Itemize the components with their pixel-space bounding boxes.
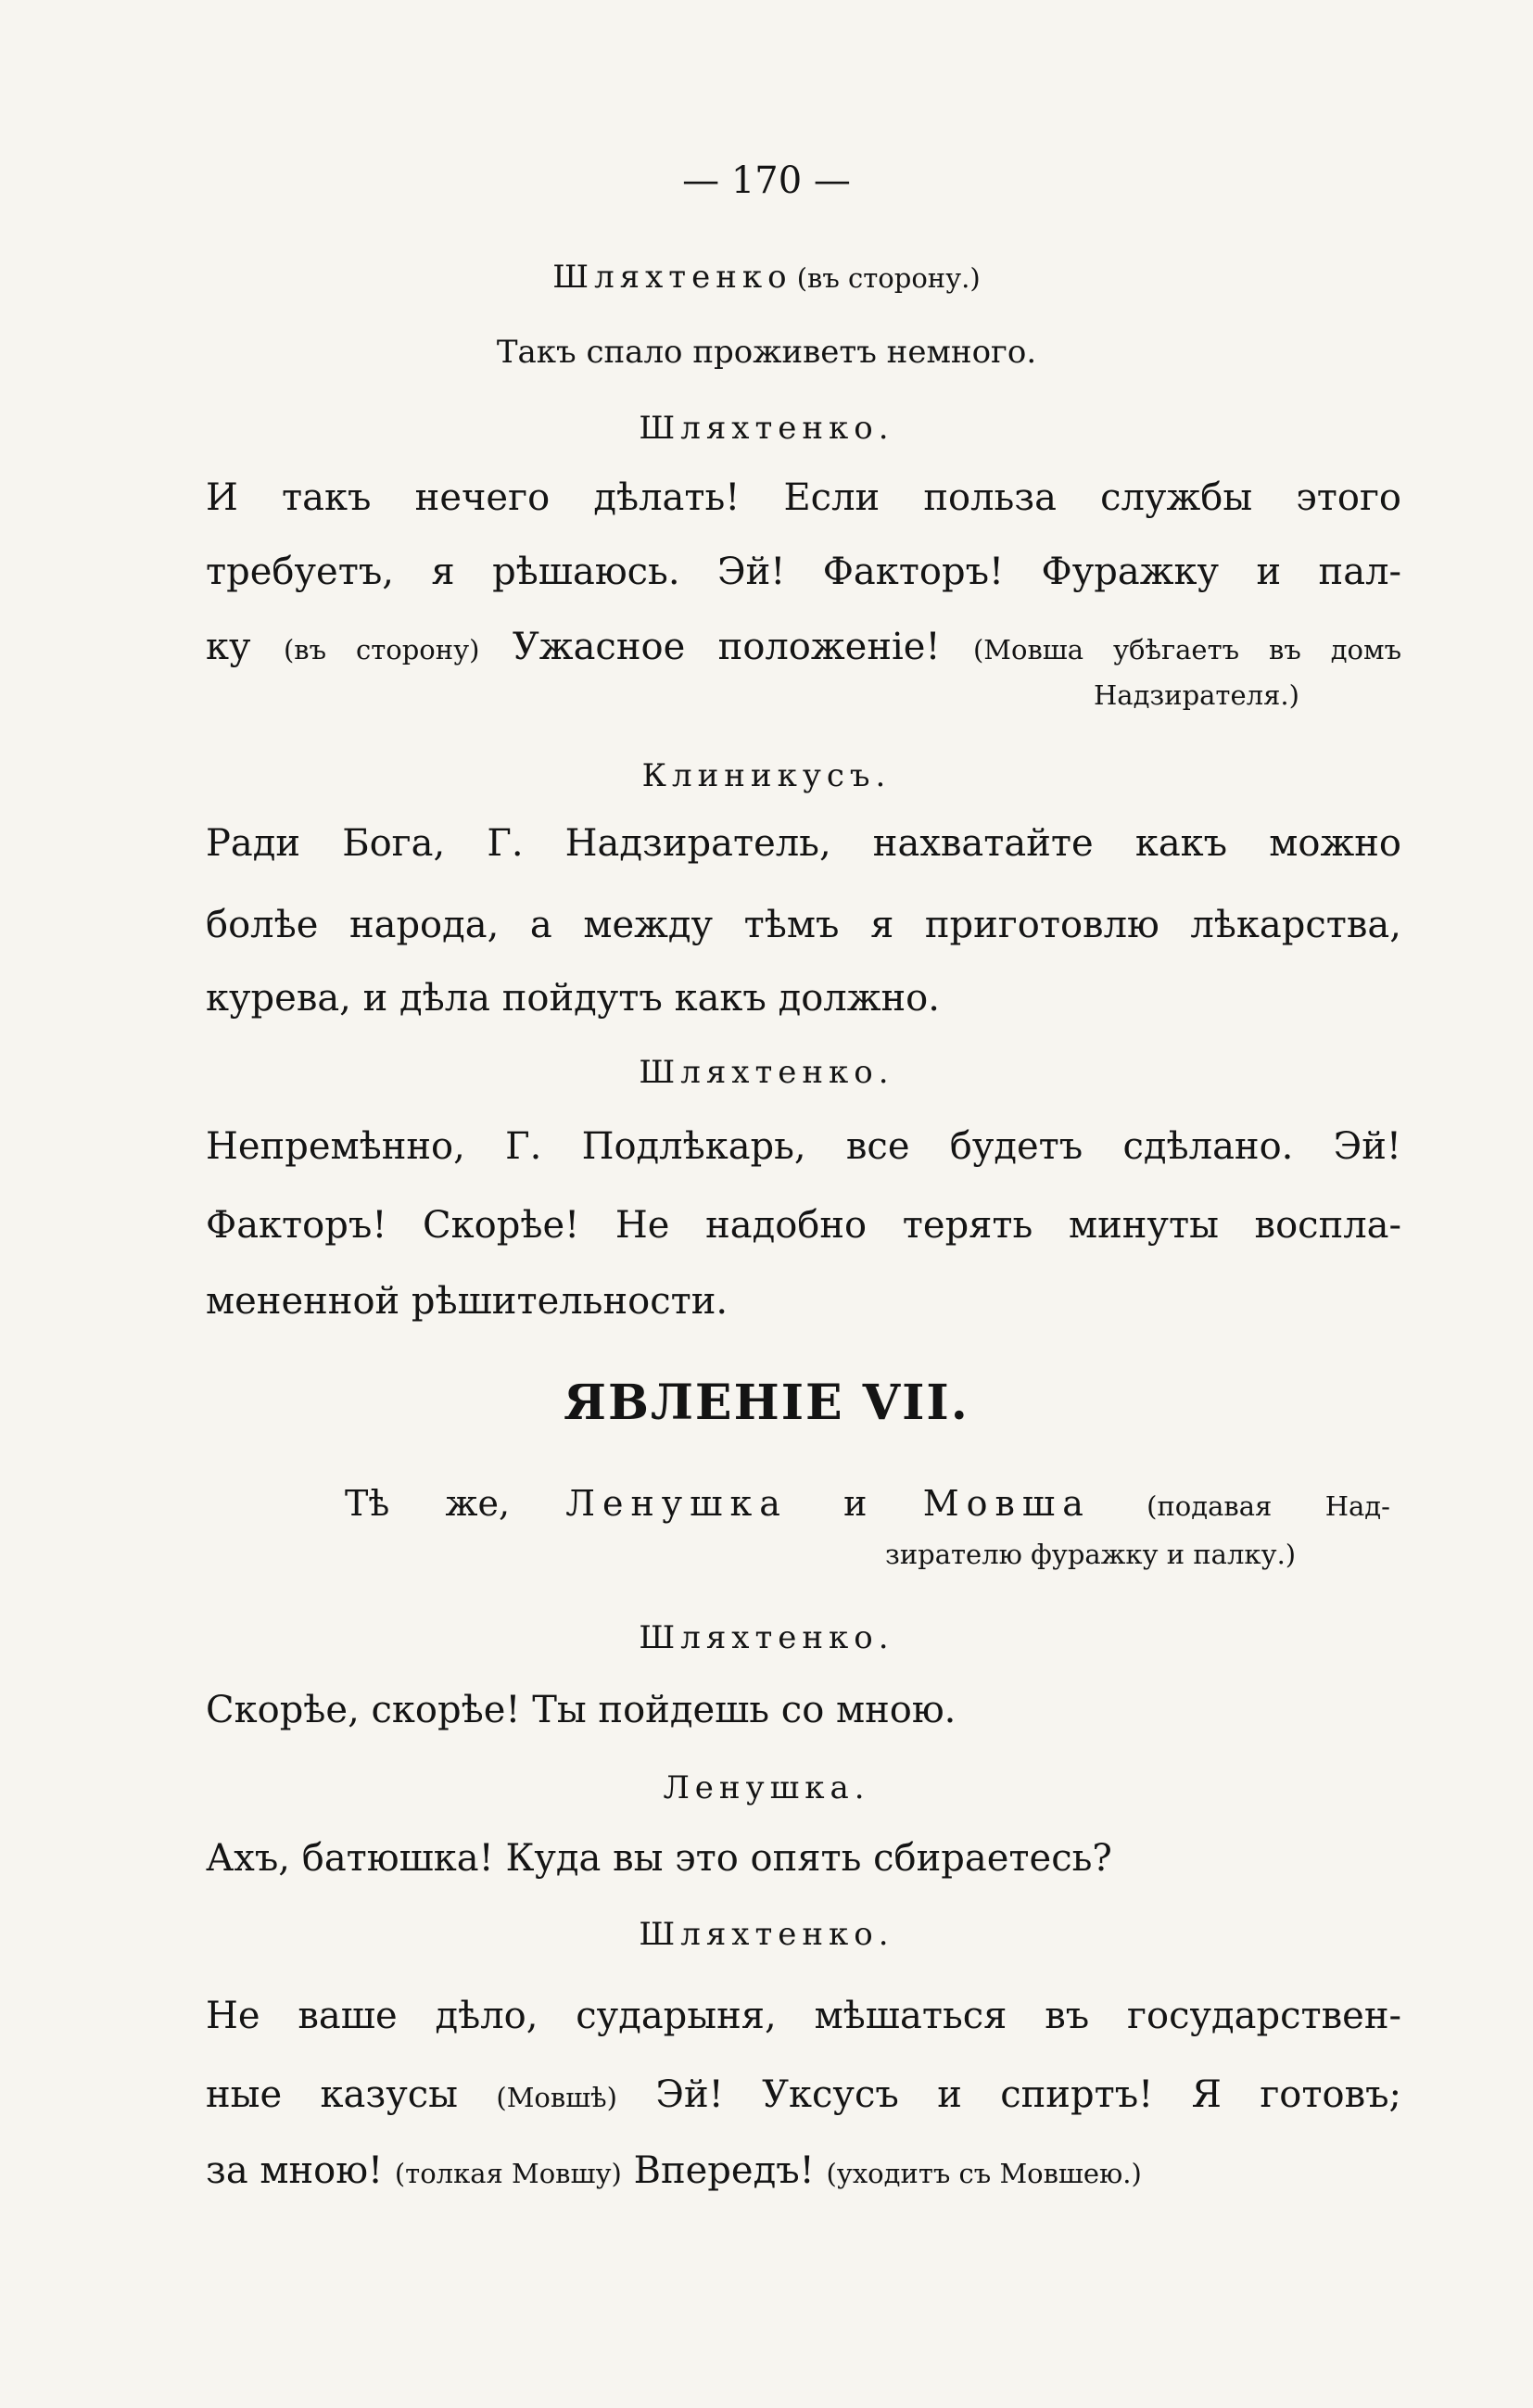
character-name: Мовша (922, 1483, 1091, 1524)
speaker-line (0, 259, 1533, 296)
dialogue-line-mixed (206, 626, 1402, 668)
stage-direction: зирателю фуражку и палку.) (885, 1539, 1297, 1570)
dialogue-line: Непремѣнно, Г. Подлѣкарь, все будетъ сдѣлано. Эй! (206, 1125, 1401, 1168)
stage-direction: (подавая Над- (1147, 1490, 1390, 1522)
dialogue-line-mixed (206, 2149, 1401, 2192)
dialogue-text: за мною! (206, 2149, 384, 2192)
dialogue-text: ные казусы (206, 2073, 458, 2116)
dialogue-line: требуетъ, я рѣшаюсь. Эй! Факторъ! Фуражку и пал- (206, 551, 1401, 593)
cast-line (345, 1483, 1390, 1524)
cast-text: Тѣ же, (345, 1483, 511, 1524)
speaker-name: Шляхтенко. (639, 1916, 894, 1953)
page-number: — 170 — (682, 159, 851, 202)
dialogue-text: Ужасное положеніе! (512, 626, 941, 668)
dialogue-line: Скорѣе, скорѣе! Ты пойдешь со мною. (206, 1689, 957, 1731)
stage-direction: (Мовшѣ) (496, 2082, 617, 2113)
character-name: Ленушка (565, 1483, 788, 1524)
stage-direction: (въ сторону.) (796, 262, 981, 294)
stage-direction: (Мовша убѣгаетъ въ домъ (972, 634, 1402, 665)
dialogue-line-mixed (206, 2073, 1402, 2116)
speaker-name: Ленушка. (663, 1769, 870, 1806)
stage-direction: (толкая Мовшу) (394, 2158, 622, 2189)
dialogue-text: ку (206, 626, 251, 668)
speaker-name: Шляхтенко (552, 259, 792, 296)
stage-direction: Надзирателя.) (1094, 679, 1299, 711)
scene-heading: ЯВЛЕНІЕ VII. (564, 1375, 969, 1431)
dialogue-line: Не ваше дѣло, сударыня, мѣшаться въ государствен- (206, 1995, 1401, 2037)
speaker-name: Шляхтенко. (639, 1054, 894, 1091)
speaker-name: Шляхтенко. (639, 410, 894, 447)
dialogue-line: И такъ нечего дѣлать! Если польза службы этого (206, 476, 1401, 519)
dialogue-line: болѣе народа, а между тѣмъ я приготовлю лѣкарства, (206, 904, 1401, 946)
dialogue-line: Ахъ, батюшка! Куда вы это опять сбираетесь? (206, 1837, 1112, 1880)
speaker-name: Шляхтенко. (639, 1619, 894, 1656)
dialogue-line: Факторъ! Скорѣе! Не надобно терять минуты воспла- (206, 1204, 1401, 1247)
speaker-name: Клиникусъ. (641, 757, 892, 794)
dialogue-text: Эй! Уксусъ и спиртъ! Я готовъ; (655, 2073, 1402, 2116)
dialogue-line: мененной рѣшительности. (206, 1280, 728, 1323)
dialogue-line: Ради Бога, Г. Надзиратель, нахватайте какъ можно (206, 822, 1401, 865)
stage-direction: (въ сторону) (283, 634, 480, 665)
cast-text: и (843, 1483, 868, 1524)
dialogue-text: Впередъ! (633, 2149, 815, 2192)
dialogue-line: Такъ спало проживетъ немного. (496, 334, 1037, 371)
stage-direction: (уходитъ съ Мовшею.) (826, 2158, 1142, 2189)
dialogue-line: курева, и дѣла пойдутъ какъ должно. (206, 977, 940, 1020)
